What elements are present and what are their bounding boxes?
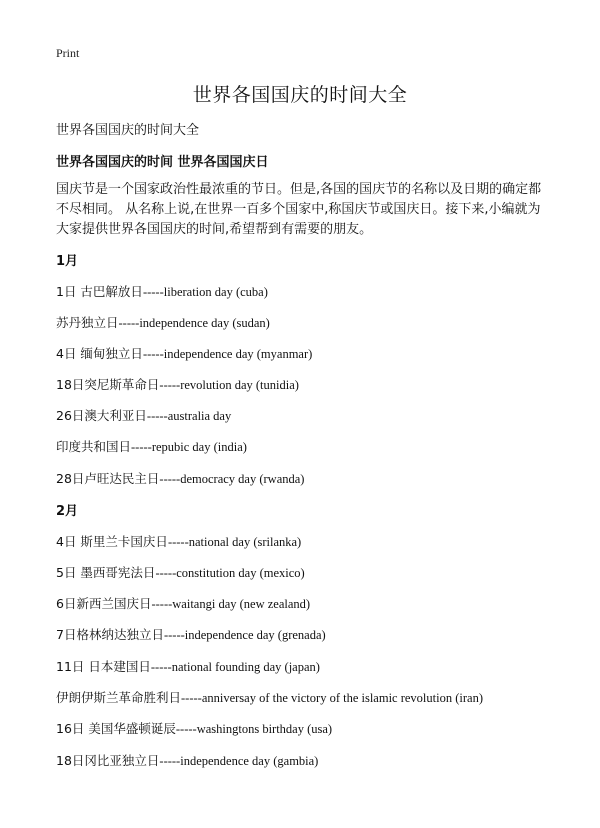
entry-en: -----independence day (sudan) (118, 316, 270, 330)
list-item (56, 406, 231, 424)
intro-paragraph: 国庆节是一个国家政治性最浓重的节日。但是,各国的国庆节的名称以及日期的确定都不尽相同。 从名称上说,在世界一百多个国家中,称国庆节或国庆日。接下来,小编就为大家提供世界各国国庆的时间,希望帮到有需要的朋友。 (56, 182, 542, 237)
entry-cn: 苏丹独立日 (56, 315, 119, 330)
entry-cn: 28日卢旺达民主日 (56, 471, 160, 486)
entry-en: -----independence day (grenada) (163, 628, 326, 642)
print-link[interactable]: Print (56, 46, 80, 60)
entry-en: -----waitangi day (new zealand) (151, 597, 311, 611)
entry-en: -----australia day (146, 409, 232, 423)
page-title: 世界各国国庆的时间大全 (192, 84, 408, 106)
section-heading: 世界各国国庆的时间 世界各国国庆日 (56, 155, 269, 170)
list-item (56, 437, 247, 455)
entry-cn: 26日澳大利亚日 (56, 408, 147, 423)
entry-en: -----liberation day (cuba) (142, 285, 268, 299)
list-item (56, 751, 318, 769)
month-heading-feb: 2月 (56, 504, 79, 519)
list-item (56, 688, 483, 706)
entry-cn: 5日 墨西哥宪法日 (56, 565, 156, 580)
entry-en: -----anniversay of the victory of the islamic revolution (iran) (181, 691, 483, 705)
list-item (56, 313, 270, 331)
entry-en: -----constitution day (mexico) (155, 566, 305, 580)
month-heading-jan: 1月 (56, 254, 79, 269)
entry-en: -----revolution day (tunidia) (159, 378, 299, 392)
list-item (56, 719, 332, 737)
entry-en: -----national founding day (japan) (150, 660, 320, 674)
entry-cn: 6日新西兰国庆日 (56, 596, 152, 611)
entry-en: -----repubic day (india) (131, 440, 247, 454)
list-item (56, 563, 305, 581)
list-item (56, 657, 320, 675)
entry-cn: 1日 古巴解放日 (56, 284, 143, 299)
entry-cn: 印度共和国日 (56, 439, 132, 454)
entry-cn: 4日 斯里兰卡国庆日 (56, 534, 168, 549)
list-item (56, 344, 312, 362)
entry-cn: 16日 美国华盛顿诞辰 (56, 721, 176, 736)
list-item (56, 282, 268, 300)
list-item (56, 625, 326, 643)
entry-en: -----independence day (gambia) (159, 754, 319, 768)
entry-en: -----washingtons birthday (usa) (175, 722, 333, 736)
entry-cn: 4日 缅甸独立日 (56, 346, 143, 361)
list-item (56, 532, 301, 550)
list-item (56, 594, 310, 612)
entry-cn: 18日冈比亚独立日 (56, 753, 160, 768)
entry-cn: 18日突尼斯革命日 (56, 377, 160, 392)
list-item (56, 375, 299, 393)
entry-en: -----democracy day (rwanda) (159, 472, 305, 486)
entry-en: -----national day (srilanka) (167, 535, 302, 549)
subtitle: 世界各国国庆的时间大全 (56, 123, 200, 138)
list-item (56, 469, 304, 487)
entry-cn: 7日格林纳达独立日 (56, 627, 164, 642)
entry-cn: 11日 日本建国日 (56, 659, 151, 674)
entry-en: -----independence day (myanmar) (142, 347, 313, 361)
entry-cn: 伊朗伊斯兰革命胜利日 (56, 690, 182, 705)
